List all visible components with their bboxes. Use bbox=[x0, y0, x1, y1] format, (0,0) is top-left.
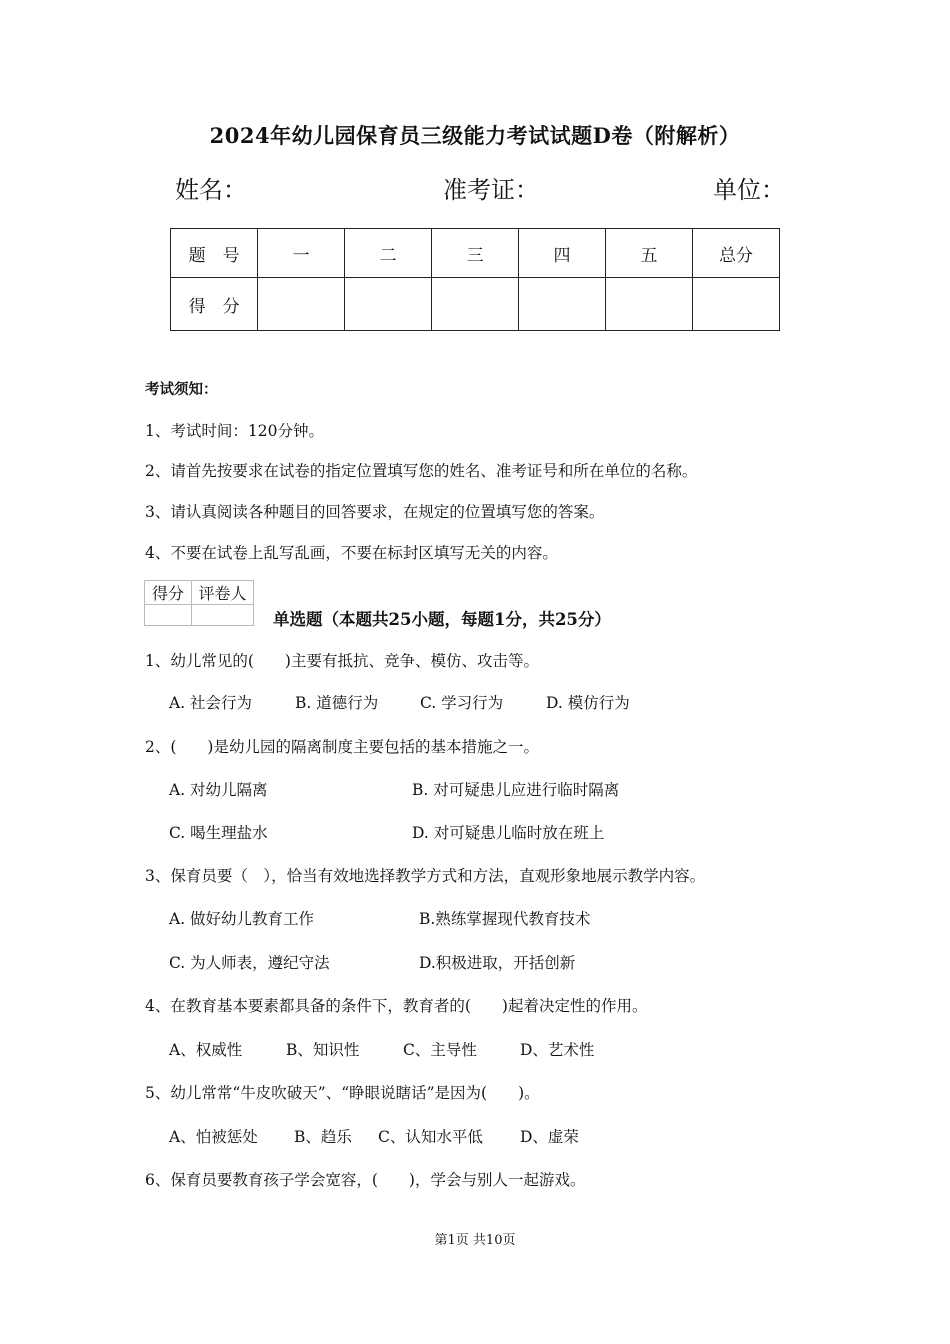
option[interactable]: D、虚荣 bbox=[520, 1128, 579, 1146]
candidate-fields bbox=[175, 170, 785, 204]
name-label: 姓名： bbox=[175, 176, 247, 204]
option[interactable]: B、趋乐 bbox=[294, 1128, 352, 1146]
notice-item: 4、不要在试卷上乱写乱画，不要在标封区填写无关的内容。 bbox=[145, 544, 558, 562]
notice-item: 3、请认真阅读各种题目的回答要求，在规定的位置填写您的答案。 bbox=[145, 503, 605, 521]
notice-item: 2、请首先按要求在试卷的指定位置填写您的姓名、准考证号和所在单位的名称。 bbox=[145, 462, 698, 480]
option[interactable]: A. 对幼儿隔离 bbox=[169, 781, 268, 799]
grader-box bbox=[144, 580, 254, 626]
question-stem: 3、保育员要（ ），恰当有效地选择教学方式和方法，直观形象地展示教学内容。 bbox=[145, 867, 706, 885]
option[interactable]: C. 喝生理盐水 bbox=[169, 824, 268, 842]
exam-id-label: 准考证： bbox=[443, 176, 539, 204]
option[interactable]: A、权威性 bbox=[169, 1041, 243, 1059]
question-stem: 6、保育员要教育孩子学会宽容，( )，学会与别人一起游戏。 bbox=[145, 1171, 586, 1189]
grader-reviewer-cell[interactable] bbox=[192, 605, 254, 626]
document-title: 2024年幼儿园保育员三级能力考试试题D卷（附解析） bbox=[209, 123, 741, 148]
grader-reviewer-label: 评卷人 bbox=[192, 581, 254, 605]
option[interactable]: C、认知水平低 bbox=[378, 1128, 483, 1146]
score-table-header-row bbox=[171, 229, 780, 278]
option[interactable]: D.积极进取，开括创新 bbox=[419, 954, 576, 972]
question-stem: 4、在教育基本要素都具备的条件下，教育者的( )起着决定性的作用。 bbox=[145, 997, 648, 1015]
option[interactable]: C、主导性 bbox=[403, 1041, 477, 1059]
score-table-score-row bbox=[171, 278, 780, 331]
page-footer: 第1页 共10页 bbox=[434, 1233, 516, 1248]
option[interactable]: B、知识性 bbox=[286, 1041, 360, 1059]
score-table-header-5: 五 bbox=[606, 229, 693, 278]
score-cell[interactable] bbox=[606, 278, 693, 331]
option[interactable]: D. 对可疑患儿临时放在班上 bbox=[412, 824, 605, 842]
section-title: 单选题（本题共25小题，每题1分，共25分） bbox=[273, 610, 611, 629]
score-table-header-1: 一 bbox=[258, 229, 345, 278]
option[interactable]: D. 模仿行为 bbox=[546, 694, 630, 712]
option[interactable]: A. 社会行为 bbox=[169, 694, 253, 712]
question-stem: 5、幼儿常常“牛皮吹破天”、“睁眼说瞎话”是因为( )。 bbox=[145, 1084, 540, 1102]
option[interactable]: B. 对可疑患儿应进行临时隔离 bbox=[412, 781, 620, 799]
score-table-header-label: 题 号 bbox=[171, 229, 258, 278]
question-stem: 2、( )是幼儿园的隔离制度主要包括的基本措施之一。 bbox=[145, 738, 539, 756]
option[interactable]: B.熟练掌握现代教育技术 bbox=[419, 910, 591, 928]
notice-heading: 考试须知： bbox=[145, 381, 218, 398]
score-table-header-2: 二 bbox=[345, 229, 432, 278]
question-stem: 1、幼儿常见的( )主要有抵抗、竞争、模仿、攻击等。 bbox=[145, 652, 539, 670]
option[interactable]: C. 学习行为 bbox=[420, 694, 504, 712]
option[interactable]: A、怕被惩处 bbox=[169, 1128, 258, 1146]
option[interactable]: B. 道德行为 bbox=[295, 694, 379, 712]
grader-score-label: 得分 bbox=[145, 581, 192, 605]
score-cell[interactable] bbox=[432, 278, 519, 331]
score-cell[interactable] bbox=[519, 278, 606, 331]
score-table-score-label: 得 分 bbox=[171, 278, 258, 331]
score-table-header-4: 四 bbox=[519, 229, 606, 278]
option[interactable]: C. 为人师表，遵纪守法 bbox=[169, 954, 330, 972]
score-cell[interactable] bbox=[345, 278, 432, 331]
notice-item: 1、考试时间：120分钟。 bbox=[145, 422, 324, 440]
score-table-header-3: 三 bbox=[432, 229, 519, 278]
score-cell-total[interactable] bbox=[692, 278, 779, 331]
score-table bbox=[170, 228, 780, 331]
grader-score-cell[interactable] bbox=[145, 605, 192, 626]
score-cell[interactable] bbox=[258, 278, 345, 331]
option[interactable]: D、艺术性 bbox=[520, 1041, 595, 1059]
option[interactable]: A. 做好幼儿教育工作 bbox=[169, 910, 315, 928]
score-table-header-total: 总分 bbox=[692, 229, 779, 278]
unit-label: 单位： bbox=[713, 176, 785, 204]
